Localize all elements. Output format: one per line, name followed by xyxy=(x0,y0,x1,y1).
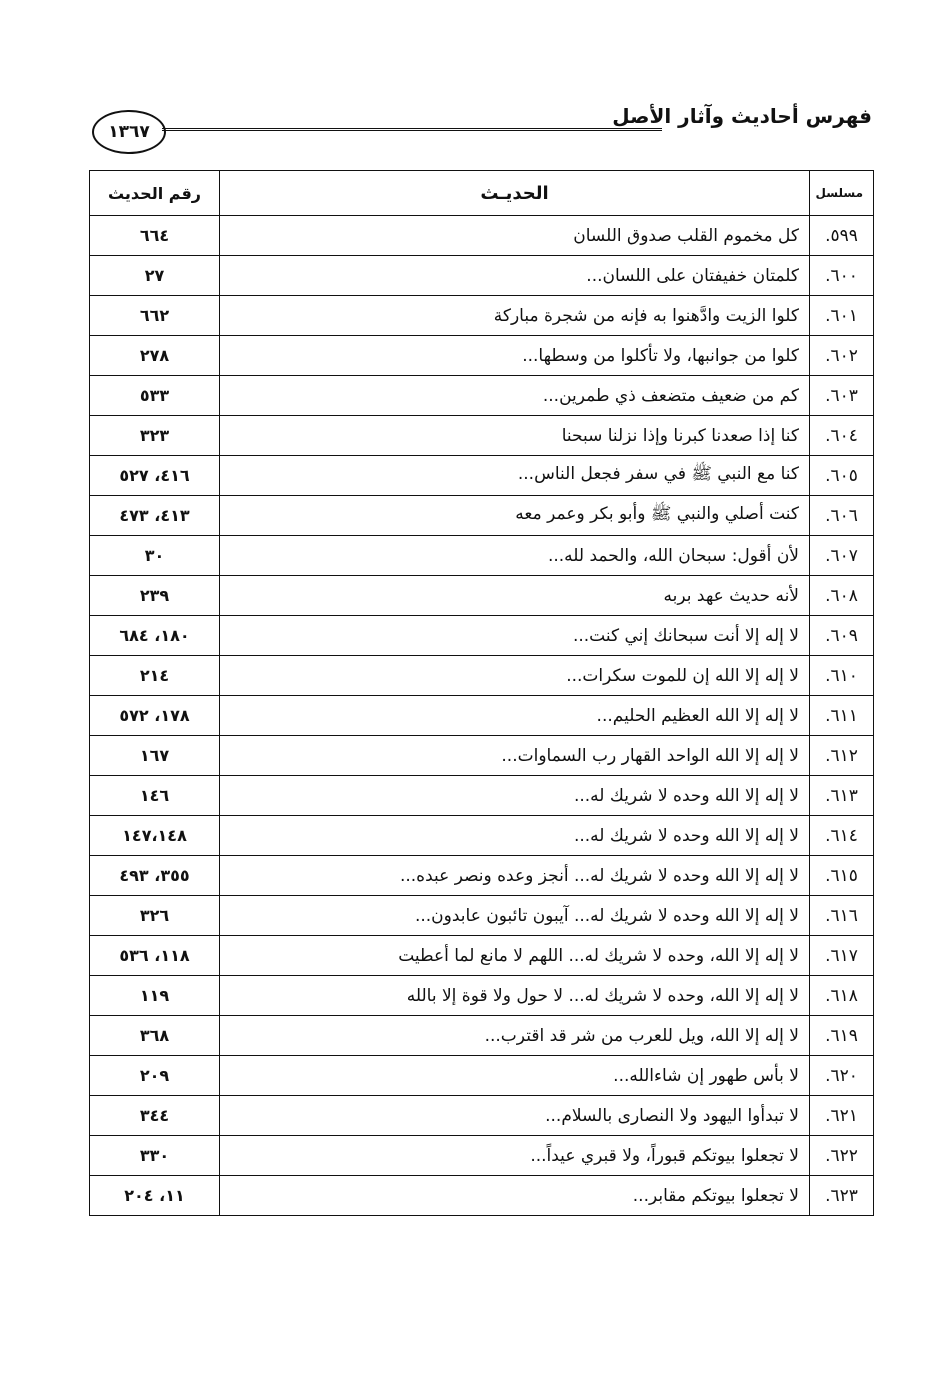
cell-serial: ٦٠٨. xyxy=(810,576,874,616)
cell-ref: ٣٢٦ xyxy=(90,896,220,936)
cell-ref: ١٤٧،١٤٨ xyxy=(90,816,220,856)
table-row xyxy=(90,496,874,536)
cell-serial: ٦١٥. xyxy=(810,856,874,896)
table-row xyxy=(90,256,874,296)
cell-serial: ٦١١. xyxy=(810,696,874,736)
table-row xyxy=(90,376,874,416)
cell-ref: ١١٩ xyxy=(90,976,220,1016)
cell-hadith: لأنه حديث عهد بربه xyxy=(220,576,810,616)
cell-serial: ٦٠١. xyxy=(810,296,874,336)
table-row xyxy=(90,736,874,776)
table-row xyxy=(90,896,874,936)
cell-serial: ٦٢١. xyxy=(810,1096,874,1136)
cell-hadith: لا إله إلا الله، وحده لا شريك له... لا حول ولا قوة إلا بالله xyxy=(220,976,810,1016)
cell-ref: ٣٠ xyxy=(90,536,220,576)
cell-ref: ٣٦٨ xyxy=(90,1016,220,1056)
cell-hadith: لا تجعلوا بيوتكم قبوراً، ولا قبري عيداً... xyxy=(220,1136,810,1176)
cell-ref: ١١٨، ٥٣٦ xyxy=(90,936,220,976)
cell-ref: ١١، ٢٠٤ xyxy=(90,1176,220,1216)
cell-hadith: لا إله إلا الله إن للموت سكرات... xyxy=(220,656,810,696)
cell-serial: ٦٠٥. xyxy=(810,456,874,496)
cell-hadith: لا تجعلوا بيوتكم مقابر... xyxy=(220,1176,810,1216)
table-body xyxy=(90,216,874,1216)
table-row xyxy=(90,456,874,496)
cell-hadith: كنا إذا صعدنا كبرنا وإذا نزلنا سبحنا xyxy=(220,416,810,456)
page-header xyxy=(92,100,872,162)
header-serial: مسلسل xyxy=(810,171,874,216)
cell-serial: ٦٠٧. xyxy=(810,536,874,576)
table-row xyxy=(90,576,874,616)
cell-hadith: لا إله إلا الله وحده لا شريك له... xyxy=(220,776,810,816)
header-hadith: الحديـث xyxy=(220,171,810,216)
table-row xyxy=(90,296,874,336)
cell-ref: ٥٣٣ xyxy=(90,376,220,416)
cell-serial: ٦٢٢. xyxy=(810,1136,874,1176)
cell-serial: ٦١٦. xyxy=(810,896,874,936)
table-row xyxy=(90,936,874,976)
cell-hadith: لا إله إلا الله وحده لا شريك له... أنجز وعده ونصر عبده... xyxy=(220,856,810,896)
cell-hadith: كلوا من جوانبها، ولا تأكلوا من وسطها... xyxy=(220,336,810,376)
cell-hadith: لأن أقول: سبحان الله، والحمد لله... xyxy=(220,536,810,576)
table-row xyxy=(90,776,874,816)
cell-serial: ٦١٩. xyxy=(810,1016,874,1056)
cell-ref: ١٨٠، ٦٨٤ xyxy=(90,616,220,656)
cell-ref: ١٧٨، ٥٧٢ xyxy=(90,696,220,736)
cell-ref: ٣٢٣ xyxy=(90,416,220,456)
cell-hadith: كلوا الزيت وادَّهنوا به فإنه من شجرة مباركة xyxy=(220,296,810,336)
cell-hadith: لا إله إلا الله العظيم الحليم... xyxy=(220,696,810,736)
table-row xyxy=(90,1176,874,1216)
cell-hadith: كنت أصلي والنبي ﷺ وأبو بكر وعمر معه xyxy=(220,496,810,536)
cell-hadith: لا إله إلا أنت سبحانك إني كنت... xyxy=(220,616,810,656)
cell-serial: ٦١٢. xyxy=(810,736,874,776)
running-title: فهرس أحاديث وآثار الأصل xyxy=(612,104,872,128)
page-number-badge: ١٣٦٧ xyxy=(92,110,166,154)
cell-hadith: لا إله إلا الله الواحد القهار رب السماوات... xyxy=(220,736,810,776)
cell-ref: ٤١٦، ٥٢٧ xyxy=(90,456,220,496)
header-rule xyxy=(162,128,662,134)
cell-hadith: لا تبدأوا اليهود ولا النصارى بالسلام... xyxy=(220,1096,810,1136)
cell-serial: ٦١٠. xyxy=(810,656,874,696)
hadith-index-table xyxy=(89,170,874,1216)
table-row xyxy=(90,216,874,256)
cell-hadith: كل مخموم القلب صدوق اللسان xyxy=(220,216,810,256)
cell-ref: ١٦٧ xyxy=(90,736,220,776)
table-row xyxy=(90,976,874,1016)
cell-serial: ٦٢٣. xyxy=(810,1176,874,1216)
cell-ref: ٣٤٤ xyxy=(90,1096,220,1136)
cell-ref: ٢٣٩ xyxy=(90,576,220,616)
table-row xyxy=(90,696,874,736)
cell-hadith: لا إله إلا الله، ويل للعرب من شر قد اقترب... xyxy=(220,1016,810,1056)
cell-serial: ٦١٨. xyxy=(810,976,874,1016)
cell-serial: ٦١٤. xyxy=(810,816,874,856)
cell-ref: ٦٦٤ xyxy=(90,216,220,256)
table-row xyxy=(90,816,874,856)
cell-serial: ٦٠٩. xyxy=(810,616,874,656)
table-row xyxy=(90,336,874,376)
table-row xyxy=(90,656,874,696)
cell-ref: ٢٧ xyxy=(90,256,220,296)
cell-hadith: كم من ضعيف متضعف ذي طمرين... xyxy=(220,376,810,416)
cell-ref: ٢٧٨ xyxy=(90,336,220,376)
header-ref: رقم الحديث xyxy=(90,171,220,216)
table-row xyxy=(90,1136,874,1176)
table-row xyxy=(90,536,874,576)
cell-ref: ٣٥٥، ٤٩٣ xyxy=(90,856,220,896)
table-row xyxy=(90,1016,874,1056)
cell-ref: ٢١٤ xyxy=(90,656,220,696)
cell-ref: ١٤٦ xyxy=(90,776,220,816)
table-row xyxy=(90,1056,874,1096)
cell-serial: ٦٠٤. xyxy=(810,416,874,456)
table-row xyxy=(90,856,874,896)
cell-serial: ٦٠٣. xyxy=(810,376,874,416)
cell-serial: ٦٠٦. xyxy=(810,496,874,536)
table-header-row xyxy=(90,171,874,216)
table-row xyxy=(90,416,874,456)
cell-hadith: كلمتان خفيفتان على اللسان... xyxy=(220,256,810,296)
table-row xyxy=(90,1096,874,1136)
cell-ref: ٦٦٢ xyxy=(90,296,220,336)
cell-hadith: لا إله إلا الله وحده لا شريك له... آيبون تائبون عابدون... xyxy=(220,896,810,936)
cell-ref: ٢٠٩ xyxy=(90,1056,220,1096)
table-row xyxy=(90,616,874,656)
cell-ref: ٣٣٠ xyxy=(90,1136,220,1176)
cell-hadith: لا إله إلا الله وحده لا شريك له... xyxy=(220,816,810,856)
cell-hadith: لا بأس طهور إن شاءالله... xyxy=(220,1056,810,1096)
cell-ref: ٤١٣، ٤٧٣ xyxy=(90,496,220,536)
cell-serial: ٦٢٠. xyxy=(810,1056,874,1096)
cell-serial: ٦٠٠. xyxy=(810,256,874,296)
cell-serial: ٦٠٢. xyxy=(810,336,874,376)
cell-serial: ٥٩٩. xyxy=(810,216,874,256)
cell-serial: ٦١٣. xyxy=(810,776,874,816)
cell-serial: ٦١٧. xyxy=(810,936,874,976)
cell-hadith: كنا مع النبي ﷺ في سفر فجعل الناس... xyxy=(220,456,810,496)
cell-hadith: لا إله إلا الله، وحده لا شريك له... اللهم لا مانع لما أعطيت xyxy=(220,936,810,976)
